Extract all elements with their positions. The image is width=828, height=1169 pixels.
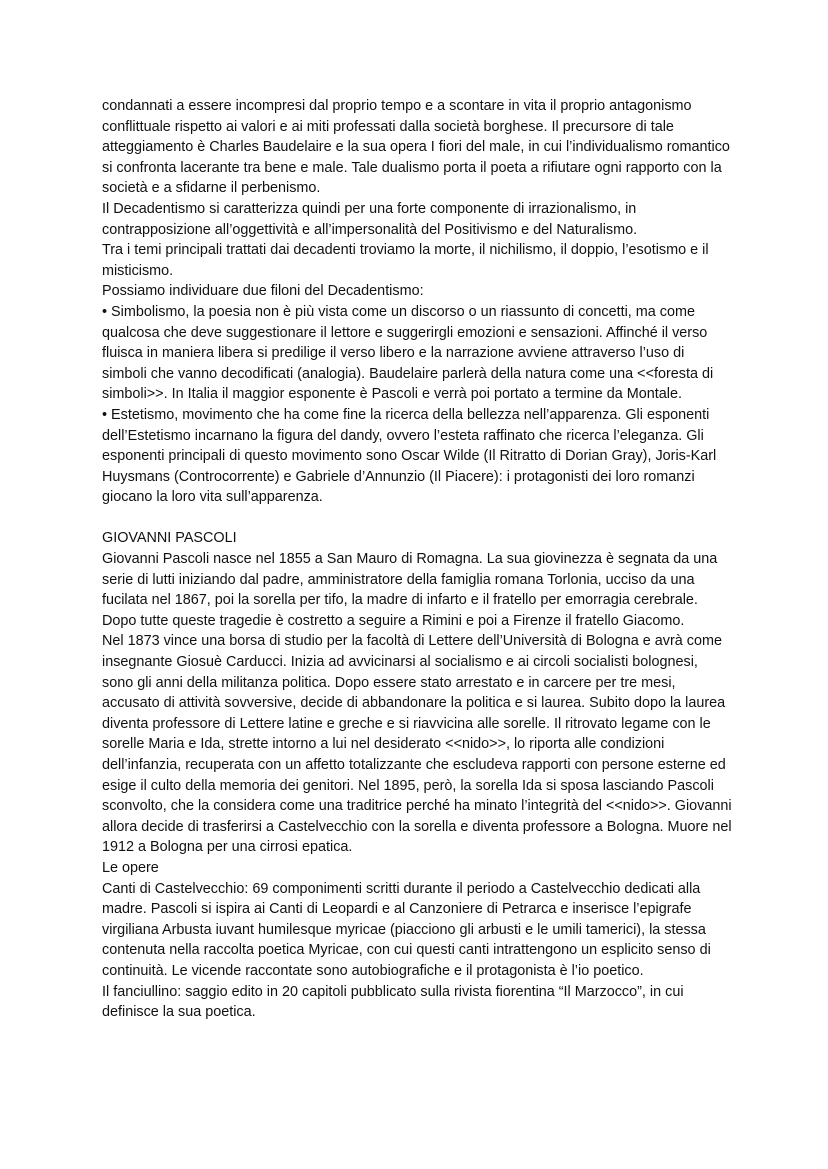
document-page bbox=[102, 96, 732, 1023]
paragraph-decadent-poets: condannati a essere incompresi dal proprio tempo e a scontare in vita il proprio antagonismo conflittuale rispetto ai valori e ai miti professati dalla società borghese. Il precursore di tale atteggiamento è Charles Baudelaire e la sua opera I fiori del male, in cui l’individualismo romantico si confronta lacerante tra bene e male. Tale dualismo porta il poeta a rifiutare ogni rapporto con la società e a sfidarne il perbenismo. bbox=[102, 98, 730, 197]
paragraph-temi: Tra i temi principali trattati dai decadenti troviamo la morte, il nichilismo, il doppio, l’esotismo e il misticismo. bbox=[102, 242, 709, 279]
list-item-estetismo: • Estetismo, movimento che ha come fine la ricerca della bellezza nell’apparenza. Gli esponenti dell’Estetismo incarnano la figura del dandy, ovvero l’esteta raffinato che ricerca l’eleganza. Gli esponenti principali di questo movimento sono Oscar Wilde (Il Ritratto di Dorian Gray), Joris-Karl Huysmans (Controcorrente) e Gabriele d’Annunzio (Il Piacere): i protagonisti dei loro romanzi giocano la loro vita sull’apparenza. bbox=[102, 406, 717, 506]
paragraph-fanciullino: Il fanciullino: saggio edito in 20 capitoli pubblicato sulla rivista fiorentina “Il Marzocco”, in cui definisce la sua poetica. bbox=[102, 983, 684, 1021]
paragraph-filoni-intro: Possiamo individuare due filoni del Decadentismo: bbox=[102, 283, 424, 300]
paragraph-pascoli-life: Nel 1873 vince una borsa di studio per la facoltà di Lettere dell’Università di Bologna e avrà come insegnante Giosuè Carducci. Inizia ad avvicinarsi al socialismo e ai circoli socialisti bolognesi, sono gli anni della militanza politica. Dopo essere stato arrestato e in carcere per tre mesi, accusato di attività sovversive, decide di abbandonare la politica e si laurea. Subito dopo la laurea diventa professore di Lettere latine e greche e si riavvicina alle sorelle. Il ritrovato legame con le sorelle Maria e Ida, strette intorno a lui nel desiderato <<nido>>, lo riporta alle condizioni dell’infanzia, recuperata con un affetto totalizzante che escludeva rapporti con persone esterne ed esige il culto della memoria dei genitori. Nel 1895, però, la sorella Ida si sposa lasciando Pascoli sconvolto, che la considera come una traditrice perché ha minato l’integrità del <<nido>>. Giovanni allora decide di trasferirsi a Castelvecchio con la sorella e diventa professore a Bologna. Muore nel 1912 a Bologna per una cirrosi epatica. bbox=[102, 633, 732, 856]
paragraph-canti-castelvecchio: Canti di Castelvecchio: 69 componimenti scritti durante il periodo a Castelvecchio dedicati alla madre. Pascoli si ispira ai Canti di Leopardi e al Canzoniere di Petrarca e inserisce l’epigrafe virgiliana Arbusta iuvant humilesque myricae (piacciono gli arbusti e le umili tamerici), la stessa contenuta nella raccolta poetica Myricae, con cui questi canti intrattengono un esplicito senso di continuità. Le vicende raccontate sono autobiografiche e il protagonista è l’io poetico. bbox=[102, 880, 711, 979]
list-item-simbolismo: • Simbolismo, la poesia non è più vista come un discorso o un riassunto di concetti, ma come qualcosa che deve suggestionare il lettore e suggerirgli emozioni e sensazioni. Affinché il verso fluisca in maniera libera si predilige il verso libero e la narrazione avviene attraverso l’uso di simboli che vanno decodificati (analogia). Baudelaire parlerà della natura come una <<foresta di simboli>>. In Italia il maggior esponente è Pascoli e verrà poi portato a termine da Montale. bbox=[102, 303, 714, 403]
section-heading-pascoli: GIOVANNI PASCOLI bbox=[102, 530, 237, 547]
paragraph-pascoli-youth: Giovanni Pascoli nasce nel 1855 a San Mauro di Romagna. La sua giovinezza è segnata da una serie di lutti iniziando dal padre, amministratore della famiglia romana Torlonia, ucciso da una fucilata nel 1867, poi la sorella per tifo, la madre di infarto e il fratello per emorragia cerebrale. Dopo tutte queste tragedie è costretto a seguire a Rimini e poi a Firenze il fratello Giacomo. bbox=[102, 551, 718, 629]
section-spacer bbox=[102, 508, 732, 529]
paragraph-irrazionalismo: Il Decadentismo si caratterizza quindi per una forte componente di irrazionalismo, in contrapposizione all’oggettività e all’impersonalità del Positivismo e del Naturalismo. bbox=[102, 200, 638, 238]
subheading-opere: Le opere bbox=[102, 859, 159, 876]
